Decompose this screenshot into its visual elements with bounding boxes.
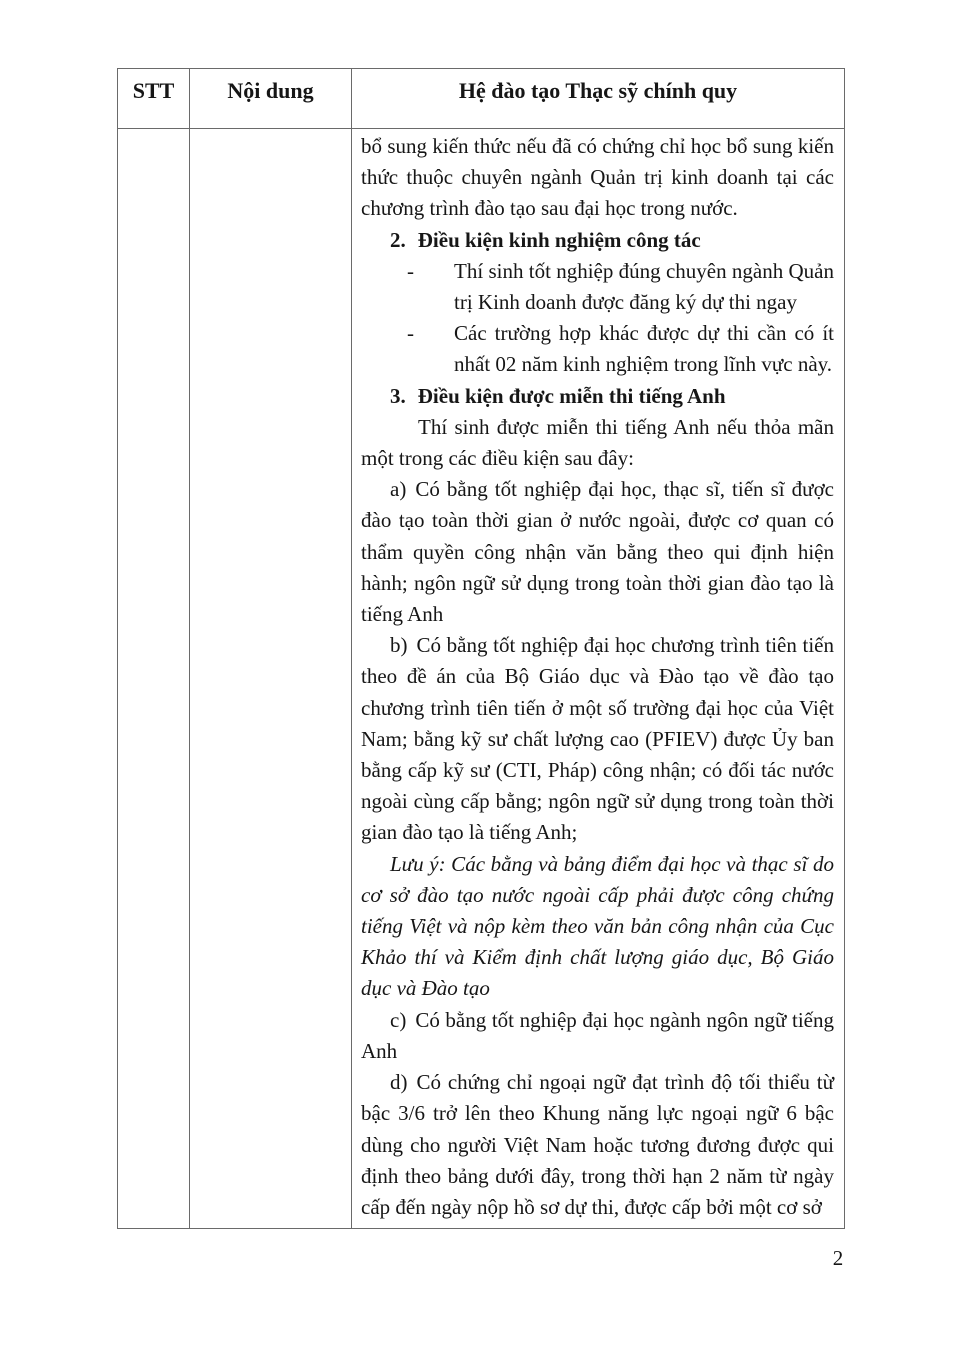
section-3-title: Điều kiện được miễn thi tiếng Anh [417,383,726,408]
section-2-item-2 [407,318,834,380]
condition-d [361,1067,834,1223]
table-header-row [118,69,845,129]
condition-a-letter: a) [390,477,407,502]
condition-c-text: Có bằng tốt nghiệp đại học ngành ngôn ngữ tiếng Anh [361,1007,834,1063]
note-paragraph: Lưu ý: Các bằng và bảng điểm đại học và thạc sĩ do cơ sở đào tạo nước ngoài cấp phải được công chứng tiếng Việt và nộp kèm theo văn bản công nhận của Cục Khảo thí và Kiểm định chất lượng giáo dục, Bộ Giáo dục và Đào tạo [361,851,834,1001]
condition-d-letter: d) [390,1070,408,1095]
continuation-paragraph: bổ sung kiến thức nếu đã có chứng chỉ học bổ sung kiến thức thuộc chuyên ngành Quản trị kinh doanh tại các chương trình đào tạo sau đại học trong nước. [361,134,834,221]
cell-content [352,129,845,1229]
regulations-table [117,68,845,1229]
section-2-item-1 [407,256,834,318]
header-stt: STT [118,69,190,129]
header-he-dao-tao: Hệ đào tạo Thạc sỹ chính quy [352,69,845,129]
section-2-item-1-text: Thí sinh tốt nghiệp đúng chuyên ngành Quản trị Kinh doanh được đăng ký dự thi ngay [454,258,834,315]
section-3-number: 3. [390,383,406,408]
header-noi-dung: Nội dung [190,69,352,129]
table-body-row [118,129,845,1229]
page-number: 2 [832,1246,844,1270]
condition-c-letter: c) [390,1007,407,1032]
cell-noi-dung-empty [190,129,352,1229]
dash-bullet: - [407,321,414,346]
condition-c [361,1005,834,1067]
condition-b-text: Có bằng tốt nghiệp đại học chương trình tiên tiến theo đề án của Bộ Giáo dục và Đào tạo về đào tạo chương trình tiên tiến ở một số trường đại học của Việt Nam; bằng kỹ sư chất lượng cao (PFIEV) được Ủy ban bằng cấp kỹ sư (CTI, Pháp) công nhận; có đối tác nước ngoài cùng cấp bằng; ngôn ngữ sử dụng trong toàn thời gian đào tạo là tiếng Anh; [361,633,834,845]
dash-bullet: - [407,258,414,283]
condition-a-text: Có bằng tốt nghiệp đại học, thạc sĩ, tiến sĩ được đào tạo toàn thời gian ở nước ngoài, được cơ quan có thẩm quyền công nhận văn bằng theo qui định hiện hành; ngôn ngữ sử dụng trong toàn thời gian đào tạo là tiếng Anh [361,477,834,627]
condition-a [361,474,834,630]
condition-b [361,630,834,848]
section-2-number: 2. [390,227,406,252]
section-3-intro: Thí sinh được miễn thi tiếng Anh nếu thỏa mãn một trong các điều kiện sau đây: [361,414,834,471]
section-2-title: Điều kiện kinh nghiệm công tác [417,227,701,252]
condition-b-letter: b) [390,633,408,658]
cell-stt-empty [118,129,190,1229]
section-2-heading [361,225,834,256]
section-2-item-2-text: Các trường hợp khác được dự thi cần có ít nhất 02 năm kinh nghiệm trong lĩnh vực này. [454,321,834,377]
section-3-heading [361,381,834,412]
condition-d-text: Có chứng chỉ ngoại ngữ đạt trình độ tối thiểu từ bậc 3/6 trở lên theo Khung năng lực ngoại ngữ 6 bậc dùng cho người Việt Nam hoặc tương đương được qui định theo bảng dưới đây, trong thời hạn 2 năm từ ngày cấp đến ngày nộp hồ sơ dự thi, được cấp bởi một cơ sở [361,1070,834,1219]
